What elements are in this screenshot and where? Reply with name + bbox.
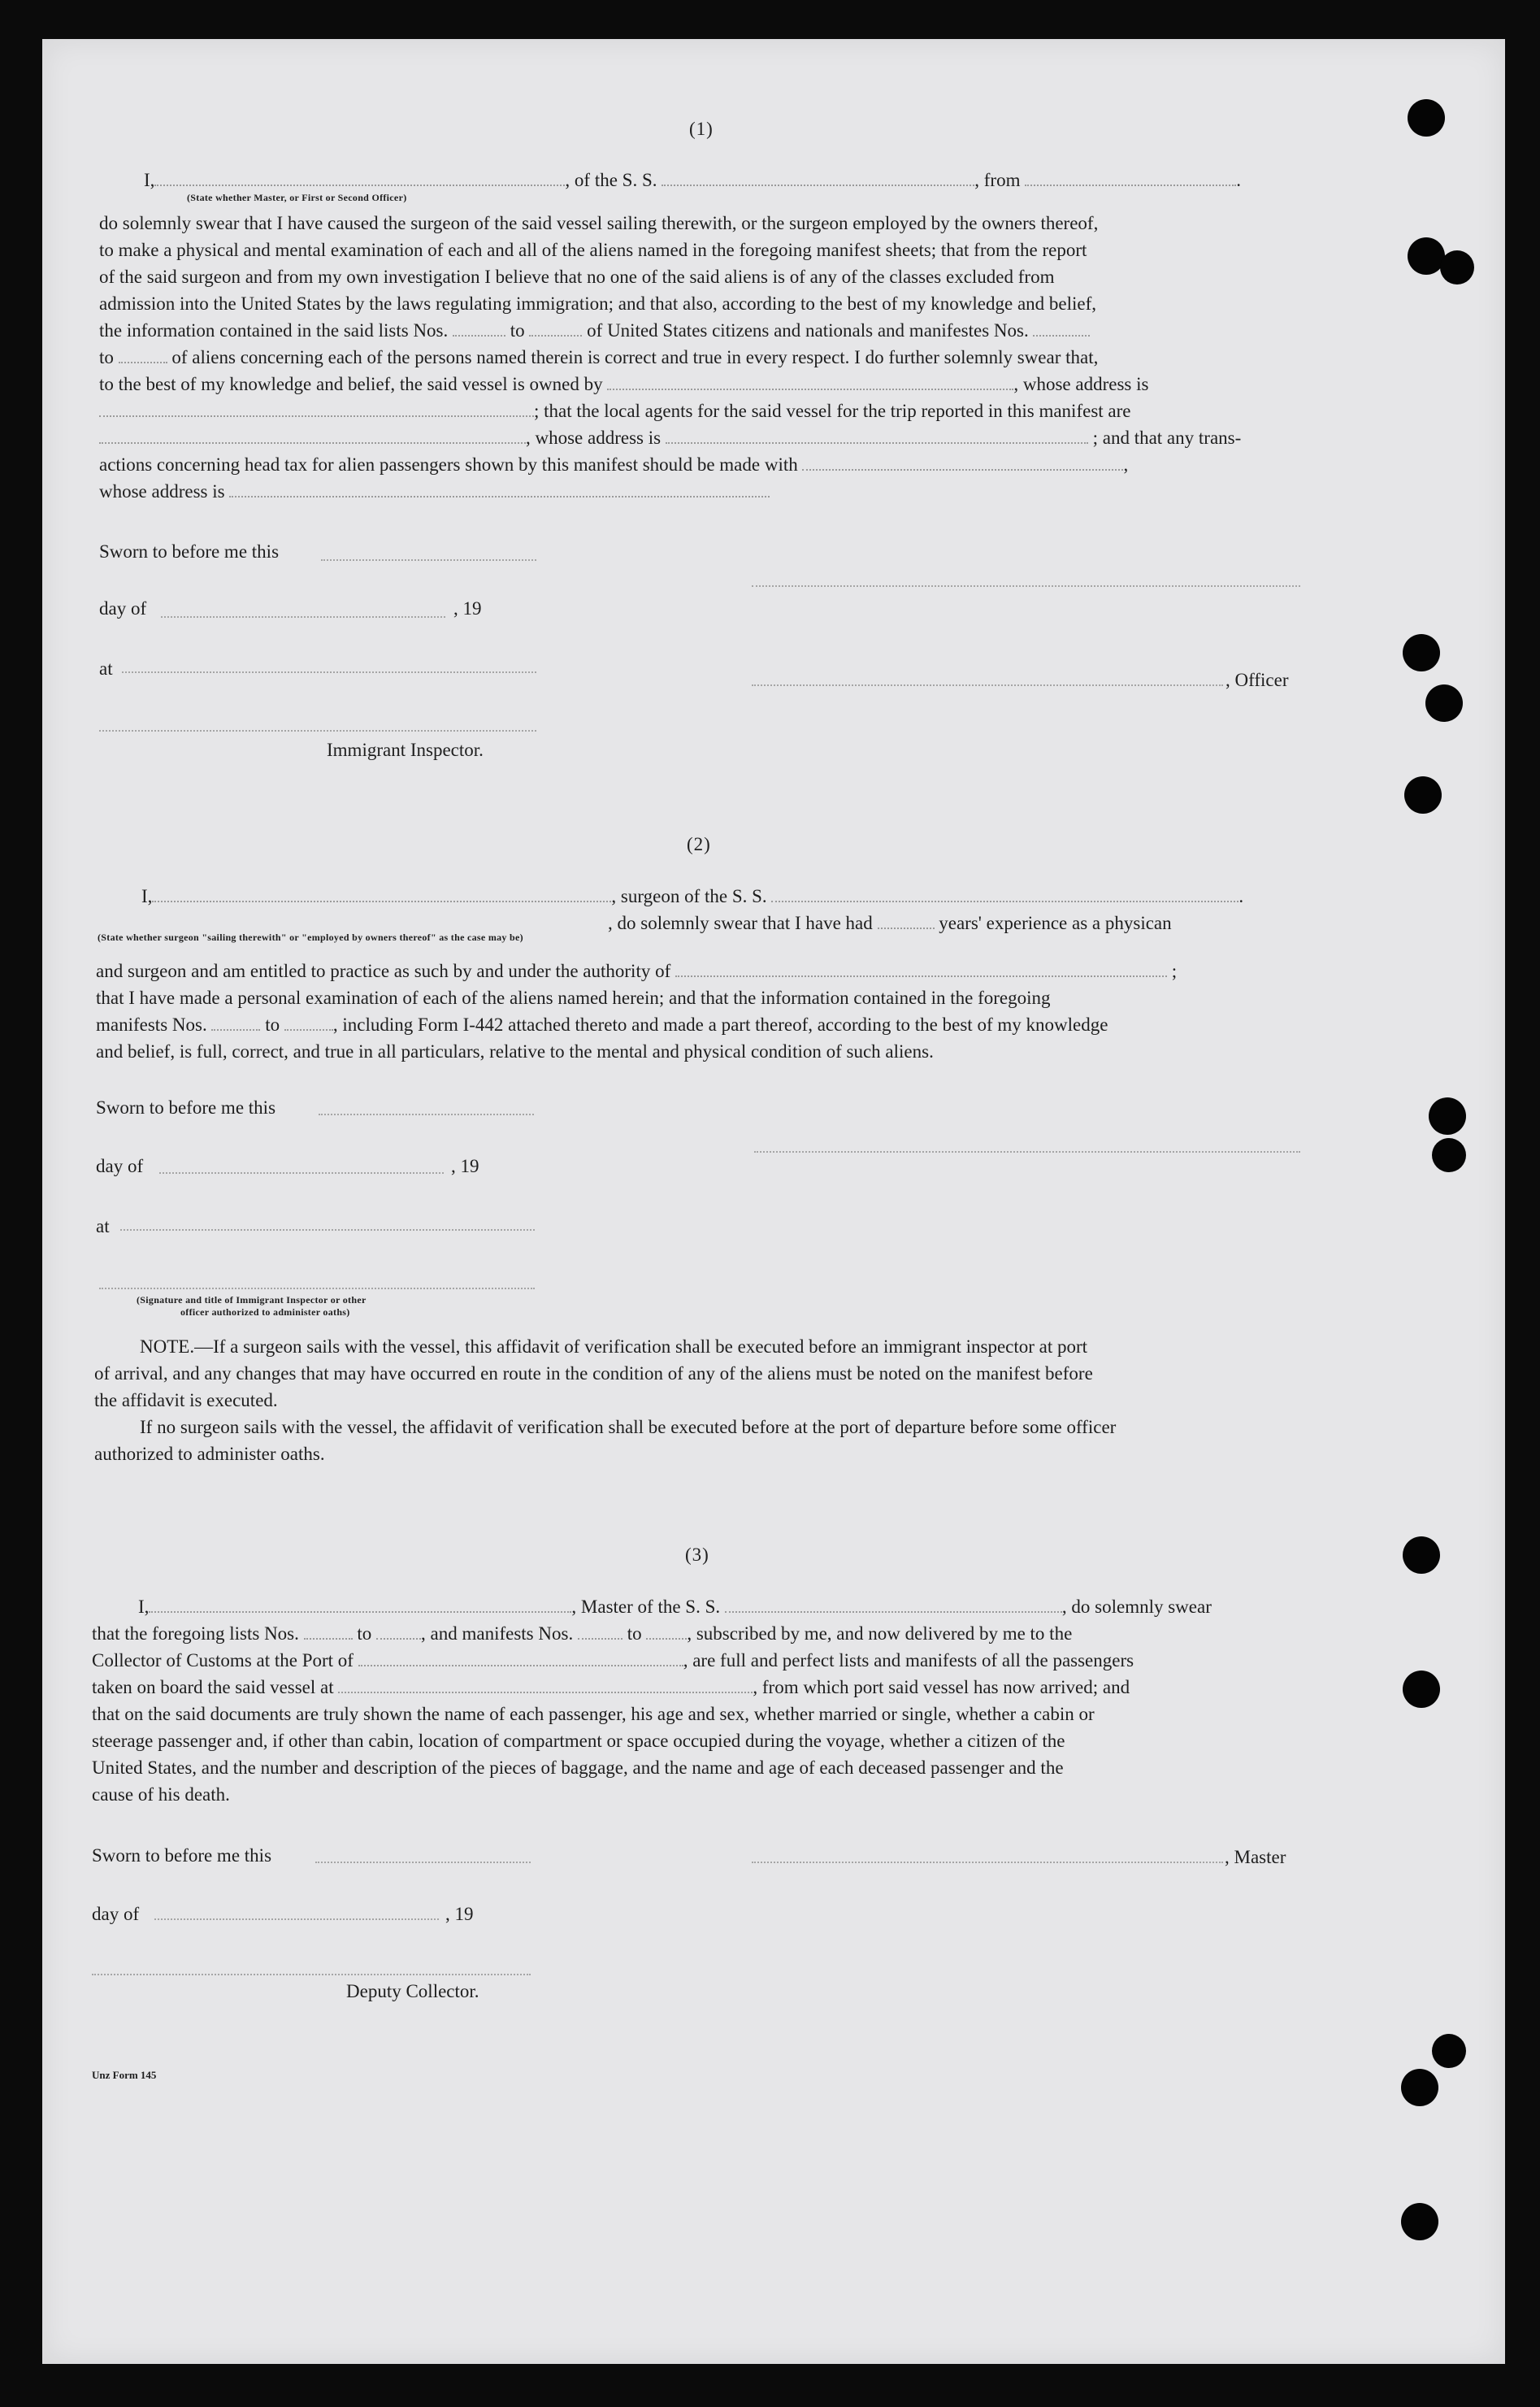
note-line: NOTE.—If a surgeon sails with the vessel, this affidavit of verification shall be executed before an immigrant inspector at port	[140, 1336, 1088, 1357]
sec3-text-line: steerage passenger and, if other than cabin, location of compartment or space occupied during the voyage, whether a citizen of the	[92, 1731, 1065, 1751]
sec1-upper-right-line[interactable]	[752, 585, 1300, 587]
sec2-text-line: that I have made a personal examination of each of the aliens named herein; and that the information contained in the foregoing	[96, 988, 1051, 1008]
from-label: , from	[974, 170, 1021, 190]
note-paragraph	[94, 1333, 1304, 1467]
sec3-lists-from-field[interactable]	[304, 1622, 353, 1640]
sec2-manifest-to-field[interactable]	[284, 1013, 333, 1031]
punch-hole	[1429, 1097, 1466, 1135]
sec3-text-line: Collector of Customs at the Port of , are full and perfect lists and manifests of all the passengers	[92, 1650, 1134, 1671]
owner-address-field[interactable]	[99, 399, 534, 417]
punch-hole	[1401, 2069, 1438, 2106]
sec2-signature-note-2: officer authorized to administer oaths)	[180, 1306, 350, 1318]
sec1-year-label: , 19	[453, 598, 482, 619]
sec1-officer-note: (State whether Master, or First or Second Officer)	[187, 192, 407, 203]
sec3-text-line: taken on board the said vessel at , from which port said vessel has now arrived; and	[92, 1677, 1130, 1697]
sec2-signature-note-1: (Signature and title of Immigrant Inspector or other	[137, 1294, 367, 1306]
sec1-text-line: of the said surgeon and from my own investigation I believe that no one of the said aliens is of any of the classes excluded from	[99, 267, 1055, 287]
lists-from-field[interactable]	[453, 319, 505, 337]
sec3-text-line: that the foregoing lists Nos. to , and manifests Nos. to , subscribed by me, and now delivered by me to the	[92, 1623, 1073, 1644]
sec1-at-field[interactable]	[122, 671, 536, 673]
sec2-surgeon-note: (State whether surgeon "sailing therewith" or "employed by owners thereof" as the case may be)	[98, 932, 523, 943]
sec2-day-field[interactable]	[159, 1172, 444, 1174]
sec1-text-line: do solemnly swear that I have caused the surgeon of the said vessel sailing therewith, or the surgeon employed by the owners thereof,	[99, 213, 1099, 233]
vessel-name-field[interactable]	[662, 168, 974, 186]
sec1-paragraph	[99, 210, 1304, 505]
sec1-sworn-line[interactable]	[321, 559, 536, 561]
owner-field[interactable]	[607, 372, 1013, 390]
punch-hole	[1403, 634, 1440, 671]
agents-field[interactable]	[99, 426, 526, 444]
sec1-text-line: to the best of my knowledge and belief, the said vessel is owned by , whose address is	[99, 374, 1149, 394]
manifests-from-field[interactable]	[1033, 319, 1090, 337]
sec1-line-1	[144, 167, 1241, 193]
sec2-sworn-label: Sworn to before me this	[96, 1097, 276, 1118]
punch-hole	[1403, 1536, 1440, 1574]
note-line: of arrival, and any changes that may have occurred en route in the condition of any of the aliens must be noted on the manifest before	[94, 1363, 1093, 1384]
officer-name-field[interactable]	[154, 168, 565, 186]
sec1-day-field[interactable]	[161, 616, 445, 618]
punch-hole	[1404, 776, 1442, 814]
departure-port-field[interactable]	[338, 1675, 753, 1693]
port-field[interactable]	[358, 1649, 683, 1666]
sec3-day-field[interactable]	[154, 1918, 439, 1920]
manifests-to-field[interactable]	[119, 345, 167, 363]
of-the-ss-label: , of the S. S.	[565, 170, 657, 190]
sec3-sworn-line[interactable]	[315, 1862, 531, 1863]
sec3-paragraph	[92, 1620, 1302, 1808]
sec2-line-2: , do solemnly swear that I have had years' experience as a physican	[608, 913, 1172, 933]
officer-signature-line[interactable]	[752, 684, 1223, 686]
sec1-text-line: admission into the United States by the laws regulating immigration; and that also, according to the best of my knowledge and belief,	[99, 293, 1097, 314]
section-2-number: (2)	[687, 834, 711, 854]
section-1-number: (1)	[689, 119, 714, 139]
sec3-line-1: I, , Master of the S. S. , do solemnly swear	[138, 1597, 1212, 1617]
sec1-text-line: to make a physical and mental examination of each and all of the aliens named in the foregoing manifest sheets; that from the report	[99, 240, 1087, 260]
note-line: If no surgeon sails with the vessel, the affidavit of verification shall be executed before at the port of departure before some officer	[140, 1417, 1117, 1437]
punch-hole	[1432, 1138, 1466, 1172]
section-3-number: (3)	[685, 1545, 709, 1565]
punch-hole	[1440, 250, 1474, 285]
sec1-text-line: to of aliens concerning each of the persons named therein is correct and true in every respect. I do further solemnly swear that,	[99, 347, 1099, 367]
sec2-inspector-signature-line[interactable]	[99, 1288, 535, 1289]
sec3-sworn-label: Sworn to before me this	[92, 1845, 272, 1866]
sec3-lists-to-field[interactable]	[376, 1622, 421, 1640]
inspector-signature-line[interactable]	[99, 730, 536, 732]
sec3-text-line: United States, and the number and description of the pieces of baggage, and the name and age of each deceased passenger and the	[92, 1757, 1064, 1778]
contact-address-field[interactable]	[229, 480, 770, 497]
agents-address-field[interactable]	[666, 426, 1088, 444]
sec3-vessel-field[interactable]	[725, 1595, 1062, 1613]
period: .	[1236, 170, 1241, 190]
master-label: , Master	[1225, 1847, 1286, 1867]
sec2-paragraph	[96, 958, 1304, 1065]
punch-hole	[1432, 2034, 1466, 2068]
head-tax-contact-field[interactable]	[802, 453, 1123, 471]
years-experience-field[interactable]	[878, 911, 935, 929]
deputy-collector-label: Deputy Collector.	[346, 1981, 479, 2001]
sec1-text-line: the information contained in the said lists Nos. to of United States citizens and nationals and manifestes Nos.	[99, 317, 1304, 344]
surgeon-name-field[interactable]	[152, 884, 611, 902]
sec3-text-line: cause of his death.	[92, 1784, 230, 1805]
punch-hole	[1401, 2203, 1438, 2240]
lists-to-field[interactable]	[529, 319, 582, 337]
sec2-manifest-from-field[interactable]	[211, 1013, 260, 1031]
sec1-sworn-label: Sworn to before me this	[99, 541, 280, 562]
sec3-dayof-label: day of	[92, 1904, 140, 1924]
sec3-text-line: that on the said documents are truly shown the name of each passenger, his age and sex, whether married or single, whether a cabin or	[92, 1704, 1095, 1724]
form-number: Unz Form 145	[92, 2069, 157, 2081]
master-signature-line[interactable]	[752, 1862, 1223, 1863]
sec2-sworn-line[interactable]	[319, 1114, 534, 1115]
surgeon-signature-line[interactable]	[754, 1151, 1300, 1153]
note-line: the affidavit is executed.	[94, 1390, 278, 1410]
punch-hole	[1425, 684, 1463, 722]
sec3-manifests-to-field[interactable]	[646, 1622, 687, 1640]
immigrant-inspector-label: Immigrant Inspector.	[327, 740, 484, 760]
sec3-manifests-from-field[interactable]	[578, 1622, 623, 1640]
sec2-at-label: at	[96, 1216, 110, 1236]
sec1-text-line: whose address is	[99, 478, 1304, 505]
punch-hole	[1403, 1671, 1440, 1708]
sec2-vessel-field[interactable]	[771, 884, 1239, 902]
sec1-text-line: ; that the local agents for the said vessel for the trip reported in this manifest are	[99, 398, 1304, 424]
sec1-text-line: actions concerning head tax for alien passengers shown by this manifest should be made with ,	[99, 454, 1129, 475]
collector-signature-line[interactable]	[92, 1974, 531, 1975]
sec1-text-line: , whose address is ; and that any trans-	[99, 424, 1304, 451]
note-line: authorized to administer oaths.	[94, 1444, 325, 1464]
sec2-text-line: and surgeon and am entitled to practice as such by and under the authority of ;	[96, 961, 1178, 981]
sec2-text-line: and belief, is full, correct, and true in all particulars, relative to the mental and physical condition of such aliens.	[96, 1041, 934, 1062]
sec1-at-label: at	[99, 658, 113, 679]
sec2-dayof-label: day of	[96, 1156, 144, 1176]
officer-label: , Officer	[1225, 670, 1289, 690]
sec1-dayof-label: day of	[99, 598, 147, 619]
sec2-at-field[interactable]	[120, 1229, 535, 1231]
sec3-year-label: , 19	[445, 1904, 474, 1924]
punch-hole	[1408, 237, 1445, 275]
authority-field[interactable]	[675, 959, 1167, 977]
sec2-year-label: , 19	[451, 1156, 479, 1176]
from-port-field[interactable]	[1025, 168, 1236, 186]
sec2-line-1: I, , surgeon of the S. S. .	[141, 886, 1244, 906]
punch-hole	[1408, 99, 1445, 137]
pronoun-i: I,	[144, 170, 155, 190]
master-name-field[interactable]	[149, 1595, 571, 1613]
sec2-text-line: manifests Nos. to , including Form I-442 attached thereto and made a part thereof, according to the best of my knowledge	[96, 1015, 1108, 1035]
